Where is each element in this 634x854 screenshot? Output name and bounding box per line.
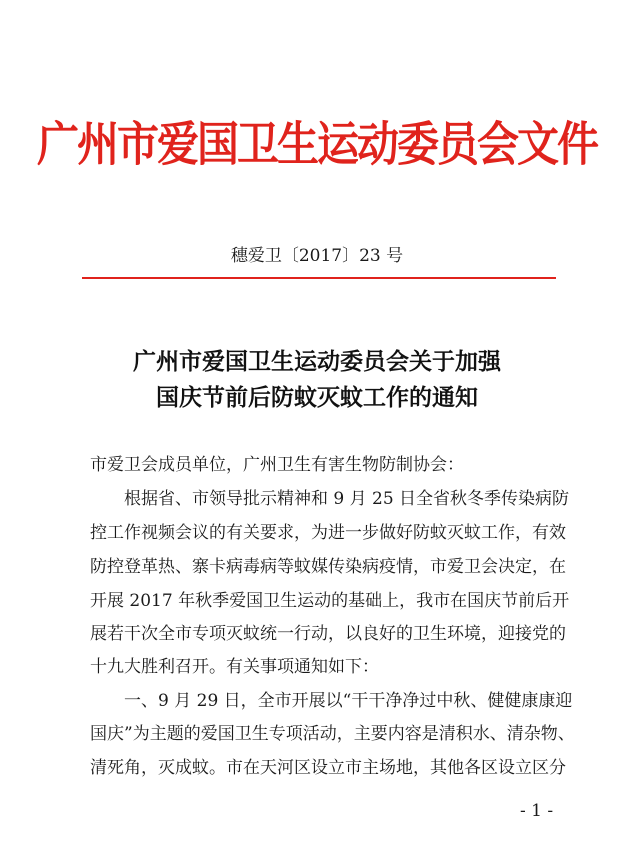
salutation-line: 市爱卫会成员单位，广州卫生有害生物防制协会： xyxy=(90,455,464,475)
body-line: 控工作视频会议的有关要求，为进一步做好防蚊灭蚊工作，有效 xyxy=(90,523,566,543)
body-line: 十九大胜利召开。有关事项通知如下： xyxy=(90,657,379,677)
document-number: 穗爱卫〔2017〕23 号 xyxy=(230,246,404,266)
page-number: - 1 - xyxy=(520,801,554,821)
body-line: 一、9 月 29 日，全市开展以“干干净净过中秋、健健康康迎 xyxy=(90,691,573,711)
body-line: 展若干次全市专项灭蚊统一行动，以良好的卫生环境，迎接党的 xyxy=(90,624,566,644)
body-line: 开展 2017 年秋季爱国卫生运动的基础上，我市在国庆节前后开 xyxy=(90,591,570,611)
notice-title-line-1: 广州市爱国卫生运动委员会关于加强 xyxy=(133,348,501,375)
notice-title-line-2: 国庆节前后防蚊灭蚊工作的通知 xyxy=(156,384,478,411)
body-line: 国庆”为主题的爱国卫生专项活动，主要内容是清积水、清杂物、 xyxy=(90,724,575,744)
red-divider-line xyxy=(82,277,556,279)
body-line: 清死角，灭成蚊。市在天河区设立市主场地，其他各区设立区分 xyxy=(90,758,566,778)
body-line: 根据省、市领导批示精神和 9 月 25 日全省秋冬季传染病防 xyxy=(90,489,570,509)
body-line: 防控登革热、寨卡病毒病等蚊媒传染病疫情，市爱卫会决定，在 xyxy=(90,557,566,577)
masthead-title: 广州市爱国卫生运动委员会文件 xyxy=(36,116,597,172)
